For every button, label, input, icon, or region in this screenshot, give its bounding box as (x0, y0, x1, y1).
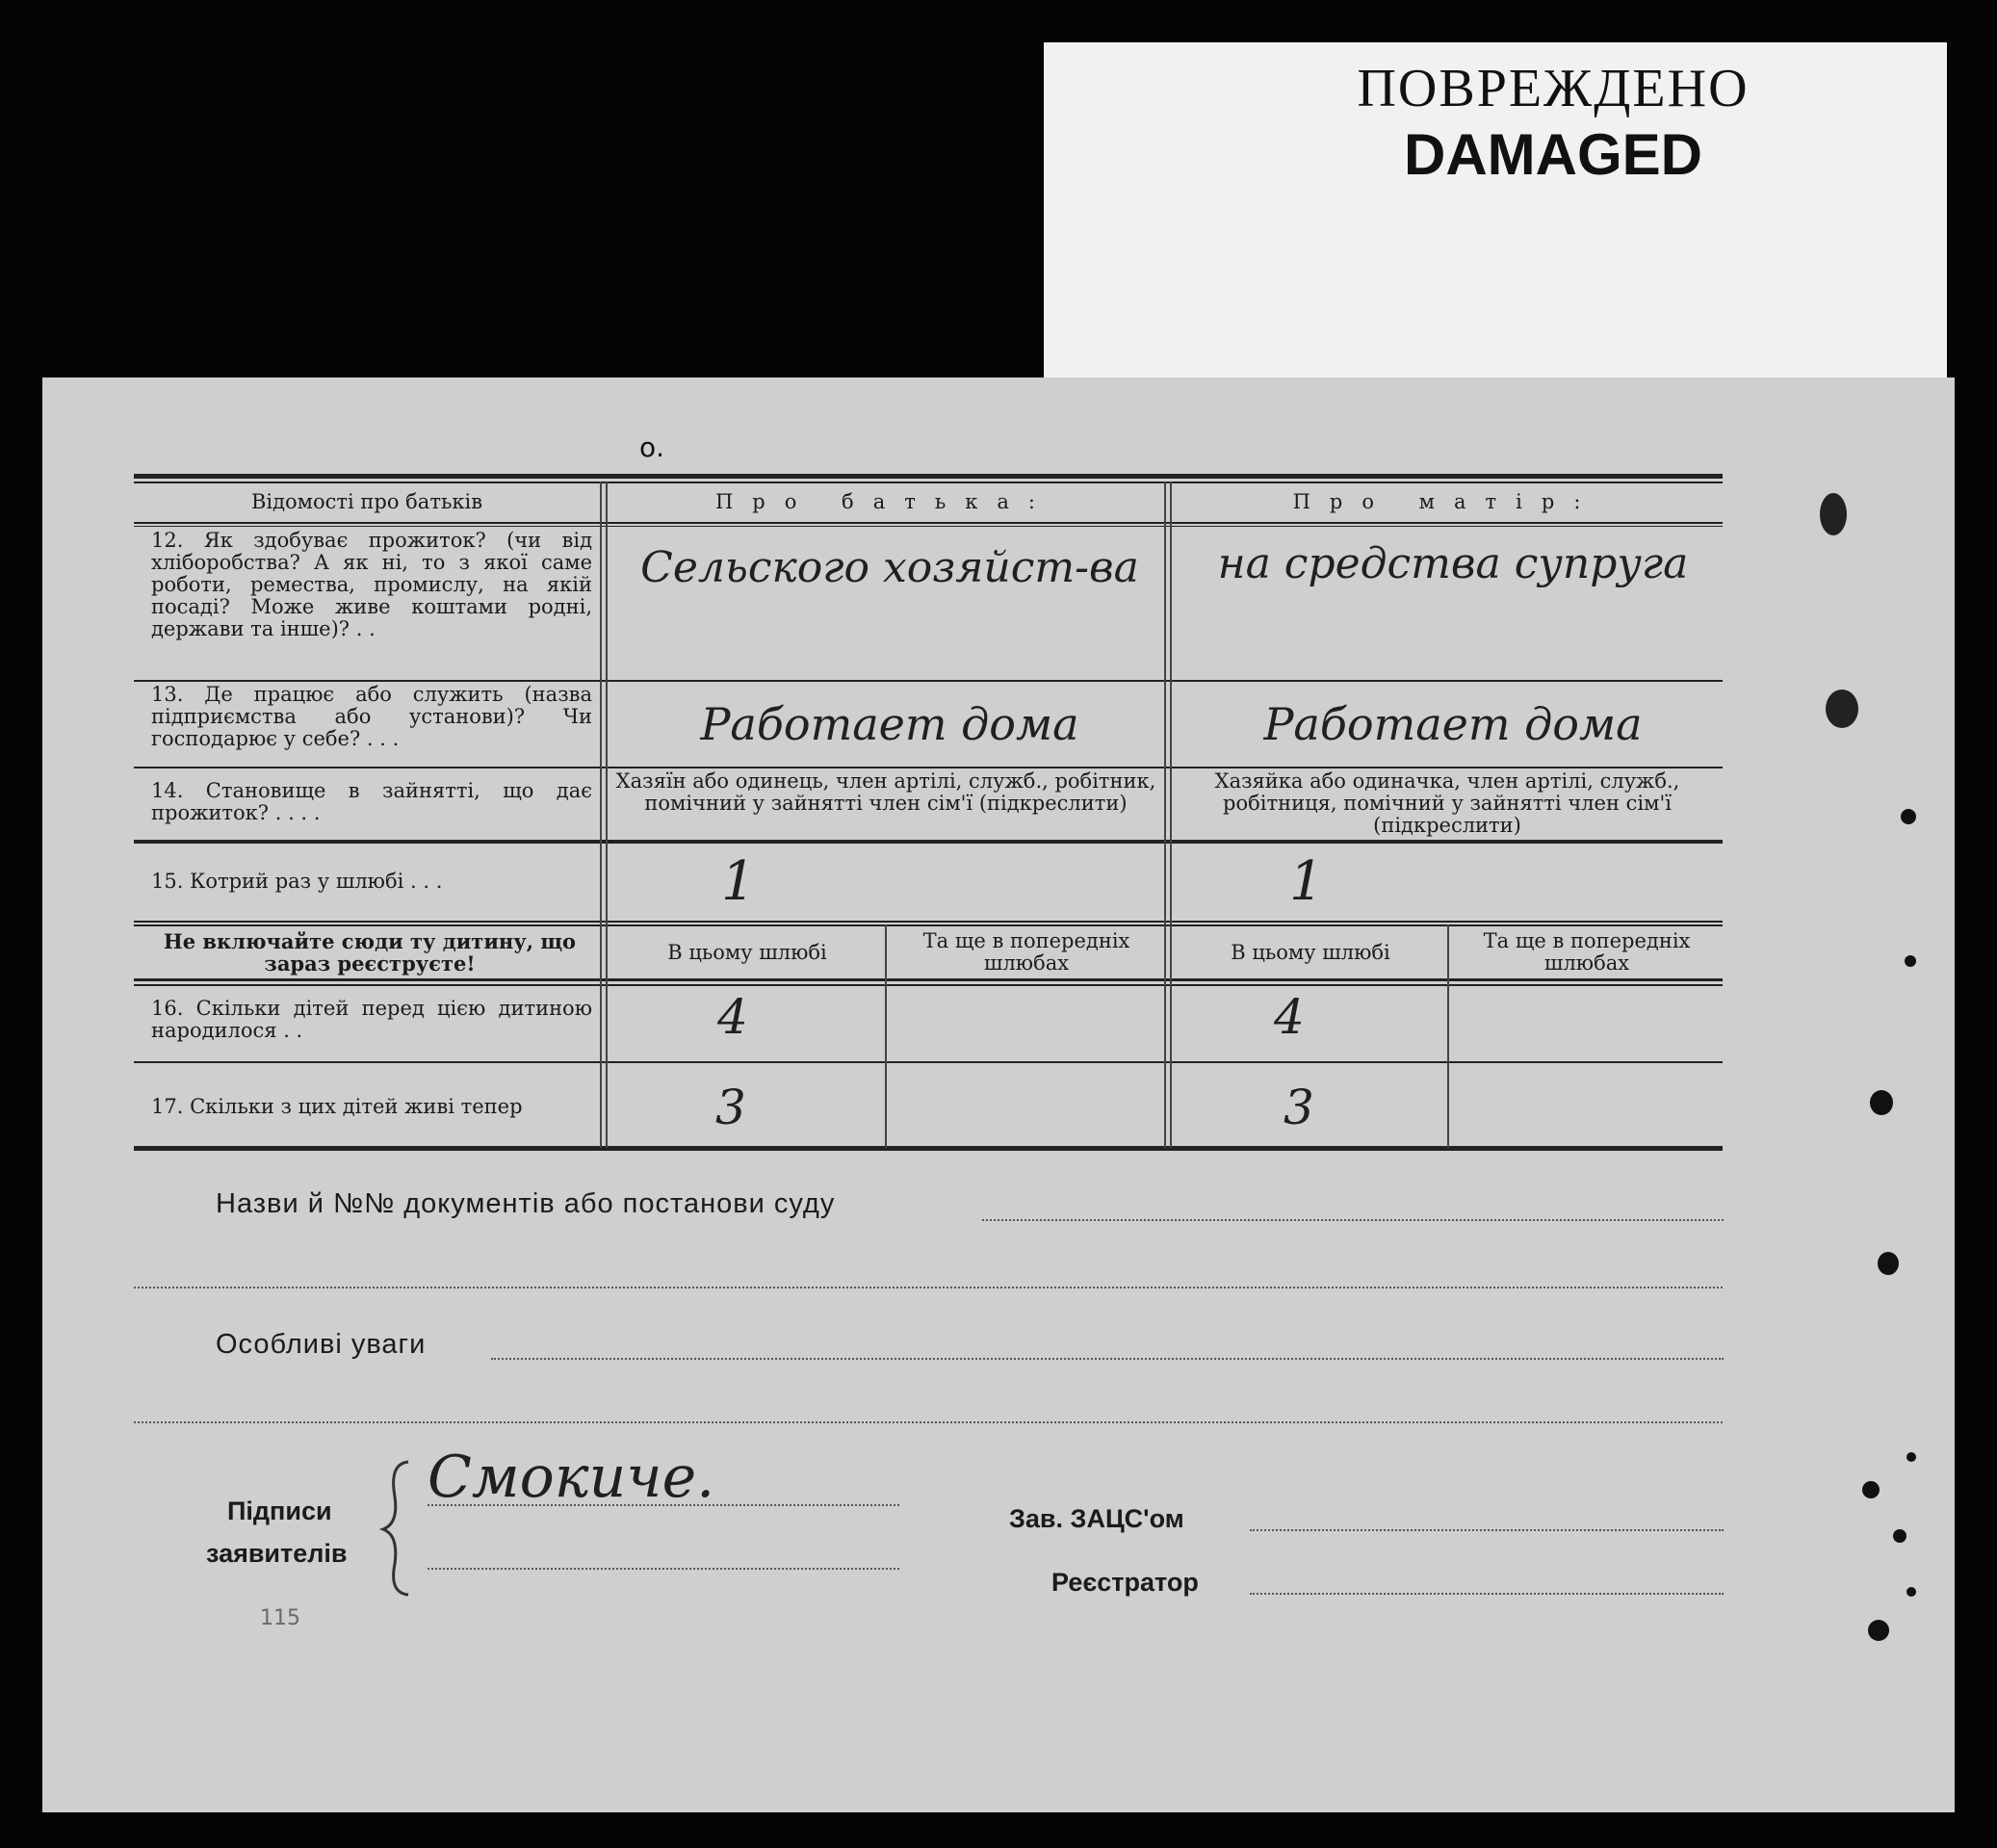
question-14: 14. Становище в зайнятті, що дає прожиток? . . . . (151, 779, 592, 824)
document-sheet (42, 377, 1955, 1812)
father-prev-marriages-header: Та ще в попередніх шлюбах (922, 929, 1130, 975)
header-mother: Про матір: (1292, 490, 1600, 513)
damaged-stamp-card (1044, 42, 1947, 408)
signature-brace (379, 1458, 418, 1599)
punch-hole (1868, 1620, 1889, 1641)
punch-hole (1901, 809, 1916, 824)
documents-line-2 (134, 1287, 1723, 1288)
punch-hole (1820, 493, 1847, 535)
header-parents-info: Відомості про батьків (250, 490, 483, 513)
punch-hole (1826, 690, 1858, 728)
notes-line-2 (134, 1421, 1723, 1423)
father-this-marriage-header: В цьому шлюбі (667, 941, 827, 964)
answer-12-father: Сельского хозяйст-ва (640, 543, 1139, 592)
applicant-signature: Смокиче. (428, 1444, 715, 1511)
head-zags-label: Зав. ЗАЦС'ом (1009, 1504, 1184, 1533)
damaged-stamp-en: DAMAGED (1404, 122, 1702, 187)
registrar-line (1250, 1593, 1724, 1595)
mother-prev-marriages-header: Та ще в попередніх шлюбах (1483, 929, 1691, 975)
answer-14-mother-options: Хазяйка або одиначка, член артілі, служб., робітниця, помічний у зайнятті член сім'ї (підкреслити) (1214, 769, 1680, 837)
header-father: Про батька: (714, 490, 1054, 513)
signatures-label-1: Підписи (227, 1497, 332, 1525)
answer-16-mother: 4 (1274, 989, 1305, 1045)
answer-17-father: 3 (715, 1080, 746, 1135)
punch-hole (1878, 1252, 1899, 1275)
answer-13-mother: Работает дома (1263, 698, 1643, 750)
punch-hole (1862, 1481, 1880, 1498)
punch-hole (1870, 1090, 1893, 1115)
parents-info-table (134, 474, 1723, 1148)
answer-12-mother: на средства супруга (1217, 539, 1689, 588)
answer-17-mother: 3 (1284, 1080, 1314, 1135)
answer-14-father-options: Хазяїн або одинець, член артілі, служб., робітник, помічний у зайнятті член сім'ї (підкреслити) (615, 769, 1156, 815)
question-15: 15. Котрий раз у шлюбі . . . (151, 870, 443, 893)
question-17: 17. Скільки з цих дітей живі тепер (151, 1095, 523, 1118)
damaged-stamp-ru: ПОВРЕЖДЕНО (1357, 59, 1750, 118)
question-13: 13. Де працює або служить (назва підприємства або установи)? Чи господарює у себе? . . . (151, 683, 592, 750)
punch-hole (1905, 955, 1916, 967)
signature-line-1 (428, 1504, 899, 1506)
notes-label: Особливі уваги (216, 1329, 427, 1360)
answer-15-father: 1 (721, 850, 756, 913)
answer-13-father: Работает дома (700, 698, 1079, 750)
head-zags-line (1250, 1529, 1724, 1531)
answer-16-father: 4 (717, 989, 748, 1045)
question-12: 12. Як здобуває прожиток? (чи від хліборобства? А як ні, то з якої саме роботи, ремества, промислу, на якій посаді? Може живе коштами родні, держави та інше)? . . (151, 529, 592, 640)
punch-hole (1906, 1587, 1916, 1597)
registrar-label: Реєстратор (1051, 1568, 1199, 1597)
punch-hole (1906, 1452, 1916, 1462)
documents-label: Назви й №№ документів або постанови суду (216, 1188, 836, 1219)
signature-line-2 (428, 1568, 899, 1570)
notes-line (491, 1358, 1724, 1360)
punch-hole (1893, 1529, 1906, 1543)
documents-line (982, 1219, 1724, 1221)
children-note: Не включайте сюди ту дитину, що зараз реєструєте! (163, 929, 577, 976)
question-16: 16. Скільки дітей перед цією дитиною народилося . . (151, 997, 592, 1042)
signatures-label-2: заявителів (206, 1539, 348, 1568)
margin-mark: 115 (260, 1606, 300, 1630)
answer-15-mother: 1 (1289, 850, 1324, 913)
mother-this-marriage-header: В цьому шлюбі (1231, 941, 1390, 964)
page-mark: о. (639, 431, 665, 463)
